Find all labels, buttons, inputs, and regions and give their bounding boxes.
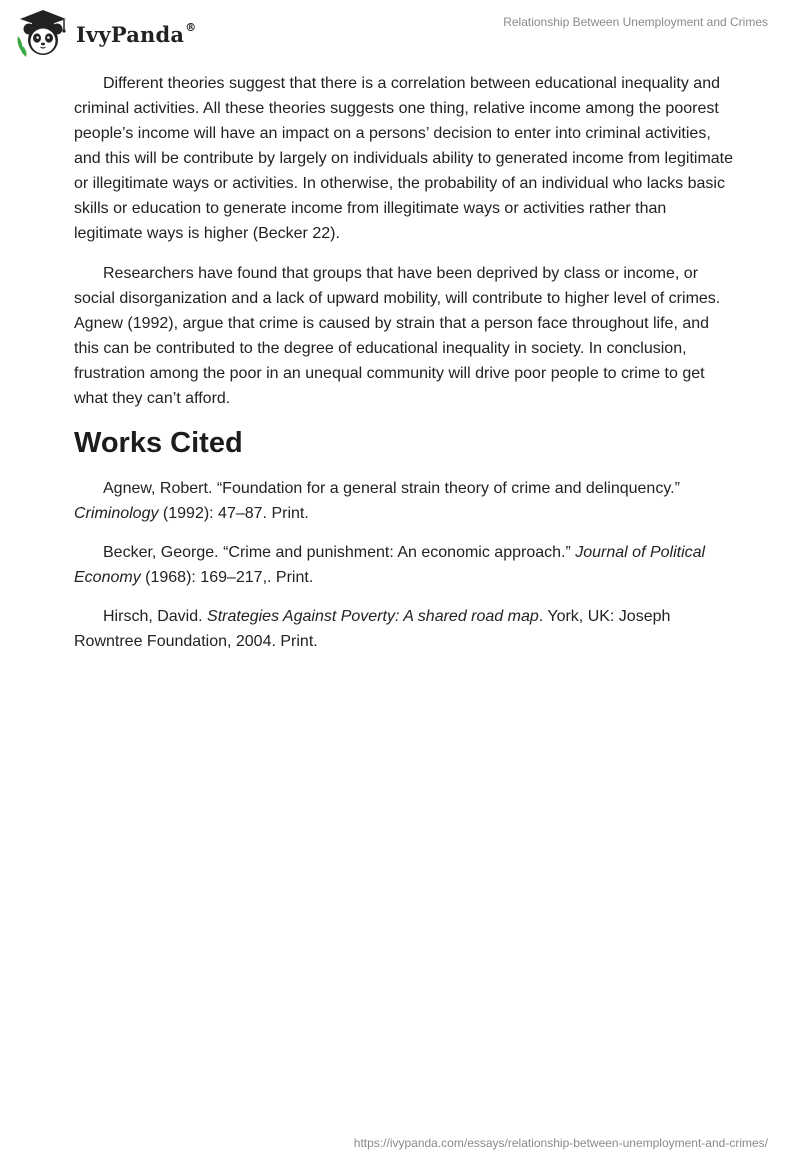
body-paragraph: Different theories suggest that there is a correlation between educational inequality and criminal activities. All these theories suggests one thing, relative income among the poorest people’s income will have an impact on a persons’ decision to enter into criminal activities, and this will be contribute by largely on individuals ability to generated income from legitimate or illegitimate ways or activities. In otherwise, the probability of an individual who lacks basic skills or education to generate income from illegitimate ways or activities rather than legitimate ways is higher (Becker 22). [74,75,734,242]
citation-entry: Hirsch, David. Strategies Against Poverty: A shared road map. York, UK: Joseph Rowntree Foundation, 2004. Print. [74,608,671,650]
body-paragraph: Researchers have found that groups that have been deprived by class or income, or social disorganization and a lack of upward mobility, will contribute to higher level of crimes. Agnew (1992), argue that crime is caused by strain that a person face throughout life, and this can be contributed to the degree of educational inequality in society. In conclusion, frustration among the poor in an unequal community will drive poor people to crime to get what they can’t afford. [74,265,721,407]
citation-entry: Becker, George. “Crime and punishment: An economic approach.” Journal of Political Economy (1968): 169–217,. Print. [74,544,706,586]
ivypanda-logo[interactable] [14,8,196,58]
works-cited-heading: Works Cited [74,427,243,459]
panda-graduate-icon [14,8,72,58]
essay-content [74,71,734,668]
trademark-symbol: ® [185,20,197,34]
citation-source-title: Strategies Against Poverty: A shared road map [207,608,539,625]
brand-name: IvyPanda® [76,20,197,47]
citation-source-title: Criminology [74,505,159,522]
page-header [0,0,800,64]
citation-entry: Agnew, Robert. “Foundation for a general strain theory of crime and delinquency.” Criminology (1992): 47–87. Print. [74,480,680,522]
document-title: Relationship Between Unemployment and Crimes [503,15,768,29]
citation-source-title: Journal of Political Economy [74,544,706,586]
source-url-link[interactable]: https://ivypanda.com/essays/relationship-between-unemployment-and-crimes/ [353,1136,768,1150]
